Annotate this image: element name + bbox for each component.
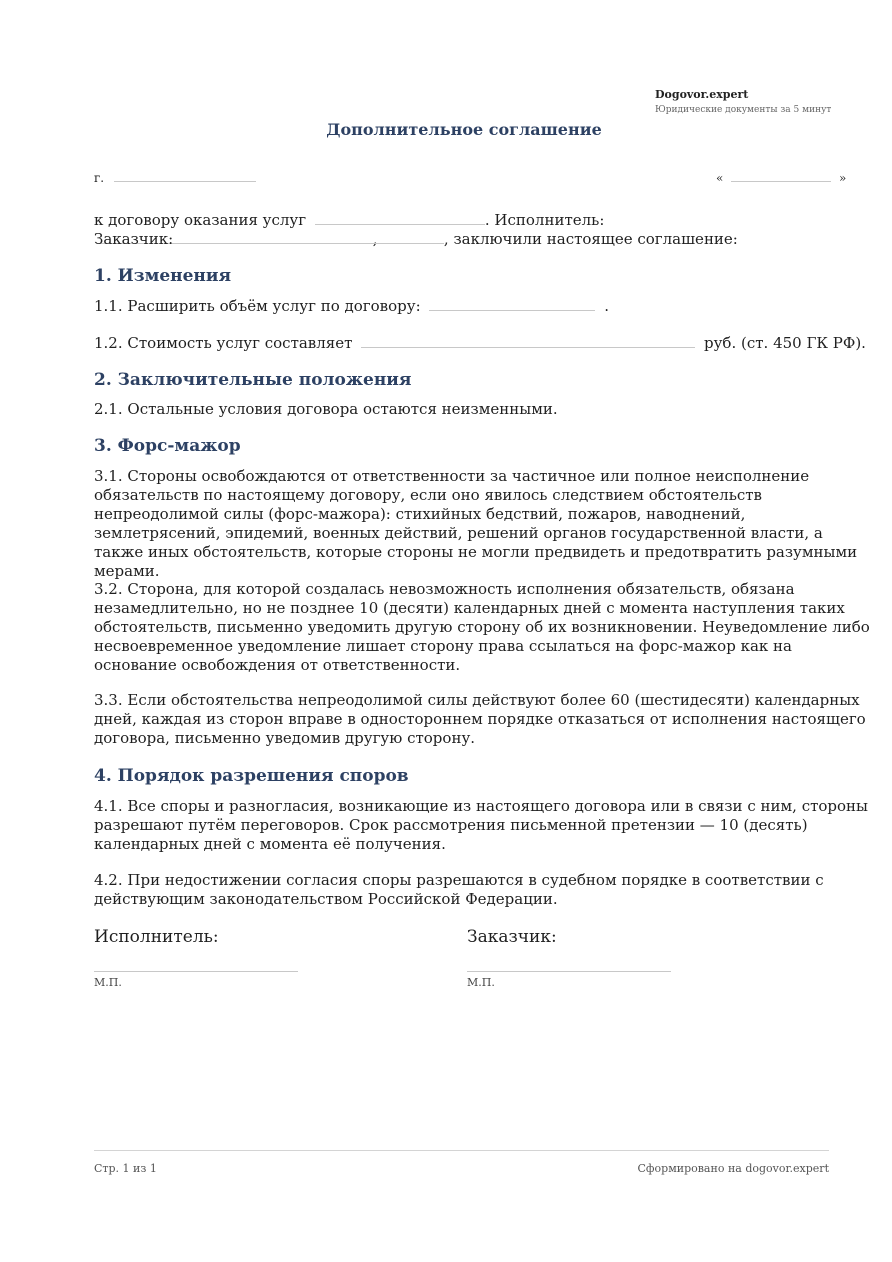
preamble-line-2 bbox=[94, 230, 874, 249]
clause-1-2-text: 1.2. Стоимость услуг составляет bbox=[94, 334, 353, 352]
customer-signature-line bbox=[467, 970, 671, 972]
brand-block bbox=[655, 88, 855, 117]
clause-3-2: 3.2. Сторона, для которой создалась невозможность исполнения обязательств, обязана незамедлительно, но не позднее 10 (десяти) календарных дней с момента наступления таких обстоятельств, письменно уведомить другую сторону об их возникновении. Неуведомление либо несвоевременное уведомление лишает сторону права ссылаться на форс-мажор как на основание освобождения от ответственности. bbox=[94, 580, 870, 674]
clause-2-1: 2.1. Остальные условия договора остаются неизменными. bbox=[94, 400, 558, 418]
date-line bbox=[716, 168, 846, 185]
contractor-signature-label: Исполнитель: bbox=[94, 927, 219, 947]
document-title: Дополнительное соглашение bbox=[326, 120, 602, 139]
city-blank bbox=[114, 168, 256, 182]
section-4-heading: 4. Порядок разрешения споров bbox=[94, 766, 409, 786]
contractor-signature-line bbox=[94, 970, 298, 972]
price-blank bbox=[361, 334, 695, 348]
section-1-heading: 1. Изменения bbox=[94, 266, 232, 286]
customer-blank bbox=[182, 230, 444, 244]
contract-number-blank bbox=[315, 211, 485, 225]
contractor-stamp-label: М.П. bbox=[94, 976, 122, 989]
preamble-text-4: Заказчик: bbox=[94, 230, 174, 248]
brand-name: Dogovor.expert bbox=[655, 88, 749, 101]
clause-3-1: 3.1. Стороны освобождаются от ответственности за частичное или полное неисполнение обязательств по настоящему договору, если оно явилось следствием обстоятельств непреодолимой силы (форс-мажора): стихийных бедствий, пожаров, наводнений, землетрясений, эпидемий, военных действий, решений органов государственной власти, а также иных обстоятельств, которые стороны не могли предвидеть и предотвратить разумными мерами. bbox=[94, 467, 858, 580]
date-open-quote: « bbox=[716, 171, 724, 185]
clause-1-1-suffix: . bbox=[604, 297, 609, 315]
city-prefix: г. bbox=[94, 171, 105, 185]
clause-1-1-text: 1.1. Расширить объём услуг по договору: bbox=[94, 297, 421, 315]
section-2-heading: 2. Заключительные положения bbox=[94, 370, 412, 390]
date-blank bbox=[731, 168, 831, 182]
city-line bbox=[94, 168, 256, 185]
footer-divider bbox=[94, 1150, 829, 1151]
clause-1-1 bbox=[94, 297, 874, 316]
clause-4-2: 4.2. При недостижении согласия споры разрешаются в судебном порядке в соответствии с действующим законодательством Российской Федерации. bbox=[94, 871, 824, 908]
preamble-text-2: . Исполнитель: bbox=[484, 211, 605, 229]
clause-3-3: 3.3. Если обстоятельства непреодолимой силы действуют более 60 (шестидесяти) календарных дней, каждая из сторон вправе в одностороннем порядке отказаться от исполнения настоящего договора, письменно уведомив другую сторону. bbox=[94, 691, 866, 747]
preamble-text-3: , bbox=[372, 230, 378, 248]
date-close-quote: » bbox=[839, 171, 847, 185]
customer-signature-label: Заказчик: bbox=[467, 927, 557, 947]
customer-stamp-label: М.П. bbox=[467, 976, 495, 989]
brand-tagline: Юридические документы за 5 минут bbox=[655, 105, 832, 115]
clause-1-2-suffix: руб. (ст. 450 ГК РФ). bbox=[703, 334, 866, 352]
clause-4-1: 4.1. Все споры и разногласия, возникающие из настоящего договора или в связи с ним, стороны разрешают путём переговоров. Срок рассмотрения письменной претензии — 10 (десять) календарных дней с момента её получения. bbox=[94, 797, 868, 853]
page-number: Стр. 1 из 1 bbox=[94, 1162, 157, 1175]
clause-1-2 bbox=[94, 334, 874, 353]
generated-by: Сформировано на dogovor.expert bbox=[637, 1162, 829, 1175]
section-3-heading: 3. Форс-мажор bbox=[94, 436, 241, 456]
preamble-text-5: , заключили настоящее соглашение: bbox=[443, 230, 738, 248]
preamble-text-1: к договору оказания услуг bbox=[94, 211, 307, 229]
services-blank bbox=[429, 297, 595, 311]
